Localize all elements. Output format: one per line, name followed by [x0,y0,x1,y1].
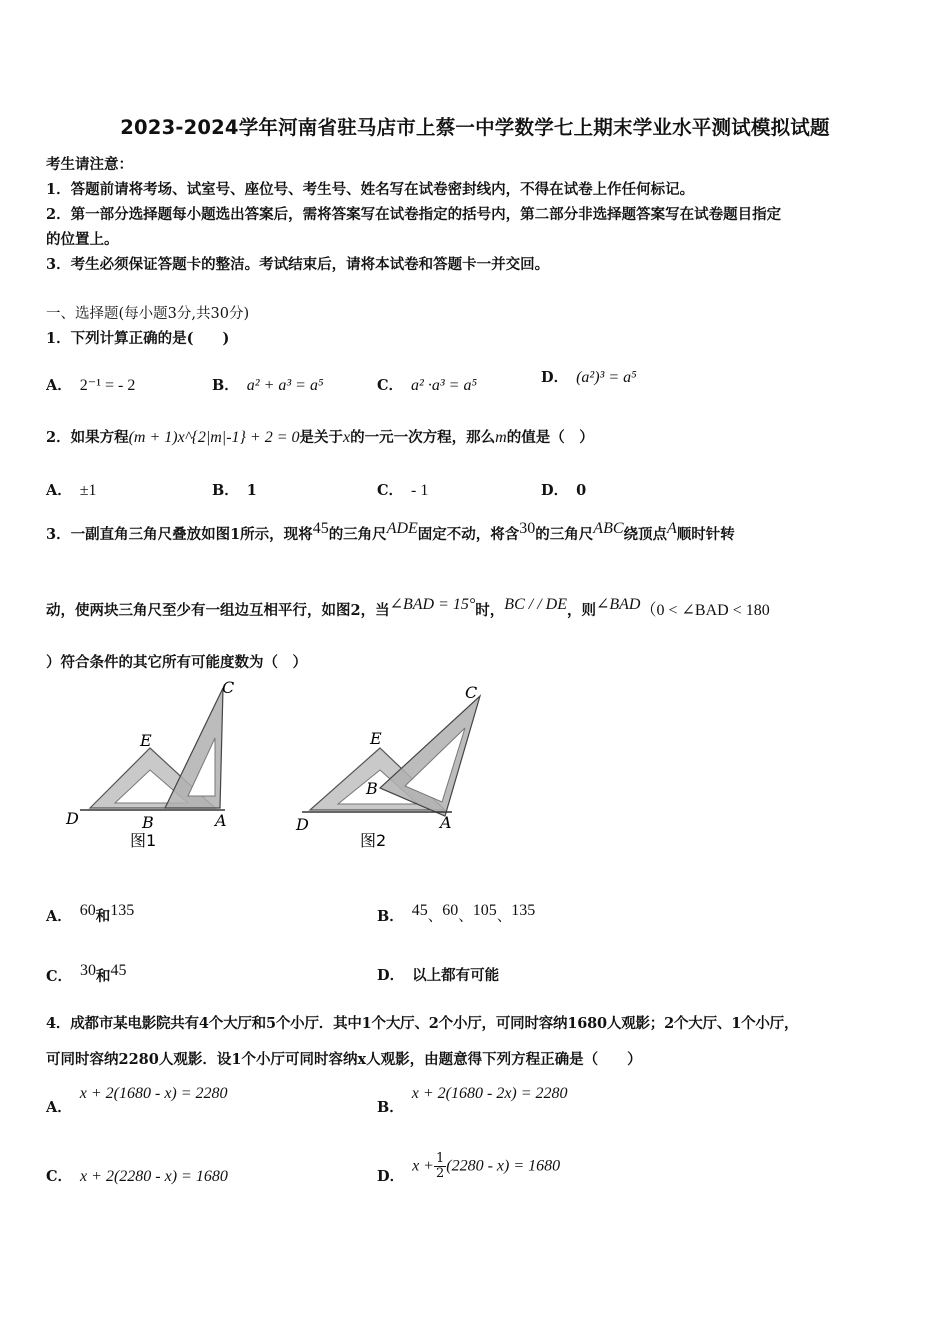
option-label: D． [541,369,569,386]
label-d: D [66,809,79,828]
option-expr: 2⁻¹ = - 2 [79,377,136,394]
figure-2-caption: 图2 [360,831,387,850]
q1-option-d[interactable] [541,366,637,387]
q3-option-c[interactable]: C． $^{30}$和$^{45}$ [46,962,127,985]
section-heading: 一、选择题(每小题3分,共30分) [46,306,250,322]
label-b: B [142,813,154,832]
q3-figure [60,678,500,858]
q3-option-a[interactable]: A． $^{60}$和$^{135}$ [46,902,135,925]
q1-option-c[interactable] [377,374,477,395]
option-label: A． [46,377,72,394]
label-b-2: B [366,779,378,798]
q2-option-d[interactable]: D． 0 [541,482,587,499]
figure-2 [295,683,480,850]
label-e: E [140,731,152,750]
q3-line-3: ）符合条件的其它所有可能度数为（ ） [46,654,307,671]
option-expr: a² + a³ = a⁵ [246,377,324,394]
notice-item-2-cont: 的位置上。 [46,231,119,248]
notice-item-3: 3．考生必须保证答题卡的整洁。考试结束后，请将本试卷和答题卡一并交回。 [46,256,550,273]
q4-option-a[interactable]: A．x + 2(1680 - x) = 2280 [46,1085,228,1116]
figure-1-caption: 图1 [130,831,157,850]
q2-equation: (m + 1)x^{2|m|-1} + 2 = 0 [128,429,300,446]
q2-stem: 2．如果方程(m + 1)x^{2|m|-1} + 2 = 0是关于x的一元一次方程，那么m的值是（ ） [46,429,594,446]
notice-item-1: 1．答题前请将考场、试室号、座位号、考生号、姓名写在试卷密封线内，不得在试卷上作任何标记。 [46,181,695,198]
option-expr: a² ·a³ = a⁵ [411,377,477,394]
label-d-2: D [296,815,309,834]
option-label: C． [377,377,404,394]
q4-option-d[interactable]: D．x + $\frac{1}{2}$ (2280 - x) = 1680 [377,1151,561,1185]
q3-line-1: 3．一副直角三角尺叠放如图1所示，现将$^{45}$的三角尺$^{ADE}$固定不动，将含$^{30}$的三角尺$^{ABC}$绕顶点$^A$顺时针转 [46,520,735,543]
figure-1 [65,678,234,850]
q1-option-b[interactable] [212,374,324,395]
q4-option-c[interactable]: C． x + 2(2280 - x) = 1680 [46,1168,228,1185]
label-a: A [215,811,227,830]
option-expr: (a²)³ = a⁵ [576,369,637,386]
q4-option-b[interactable]: B．x + 2(1680 - 2x) = 2280 [377,1085,568,1116]
q2-option-a[interactable]: A． ±1 [46,482,97,499]
q4-line-2: 可同时容纳2280人观影．设1个小厅可同时容纳x人观影，由题意得下列方程正确是（ ） [46,1051,642,1068]
q1-stem: 1．下列计算正确的是( ) [46,330,230,347]
q3-line-2: 动，使两块三角尺至少有一组边互相平行，如图2，当$^{\angle BAD = 15^\circ}$时，$^{BC / / DE}$，则$^{\angle BAD}$（0 < ∠BAD < 180 [46,596,770,619]
option-label: B． [212,377,239,394]
notice-item-2: 2．第一部分选择题每小题选出答案后，需将答案写在试卷指定的括号内，第二部分非选择题答案写在试卷题目指定 [46,206,782,223]
q4-line-1: 4．成都市某电影院共有4个大厅和5个小厅．其中1个大厅、2个小厅，可同时容纳1680人观影；2个大厅、1个小厅， [46,1015,799,1032]
q2-option-c[interactable]: C． - 1 [377,482,429,499]
page-title: 2023-2024学年河南省驻马店市上蔡一中学数学七上期末学业水平测试模拟试题 [120,116,830,139]
q1-option-a[interactable] [46,374,135,395]
label-a-2: A [440,813,452,832]
q3-option-d[interactable]: D． 以上都有可能 [377,967,500,984]
q2-option-b[interactable]: B． 1 [212,482,257,499]
label-c: C [222,678,235,697]
label-e-2: E [370,729,382,748]
q3-option-b[interactable]: B． $^{45}$、$^{60}$、$^{105}$、$^{135}$ [377,902,536,925]
label-c-2: C [465,683,478,702]
notice-heading: 考生请注意： [46,156,133,173]
fraction-half: $\frac{1}{2}$ [435,1151,445,1181]
